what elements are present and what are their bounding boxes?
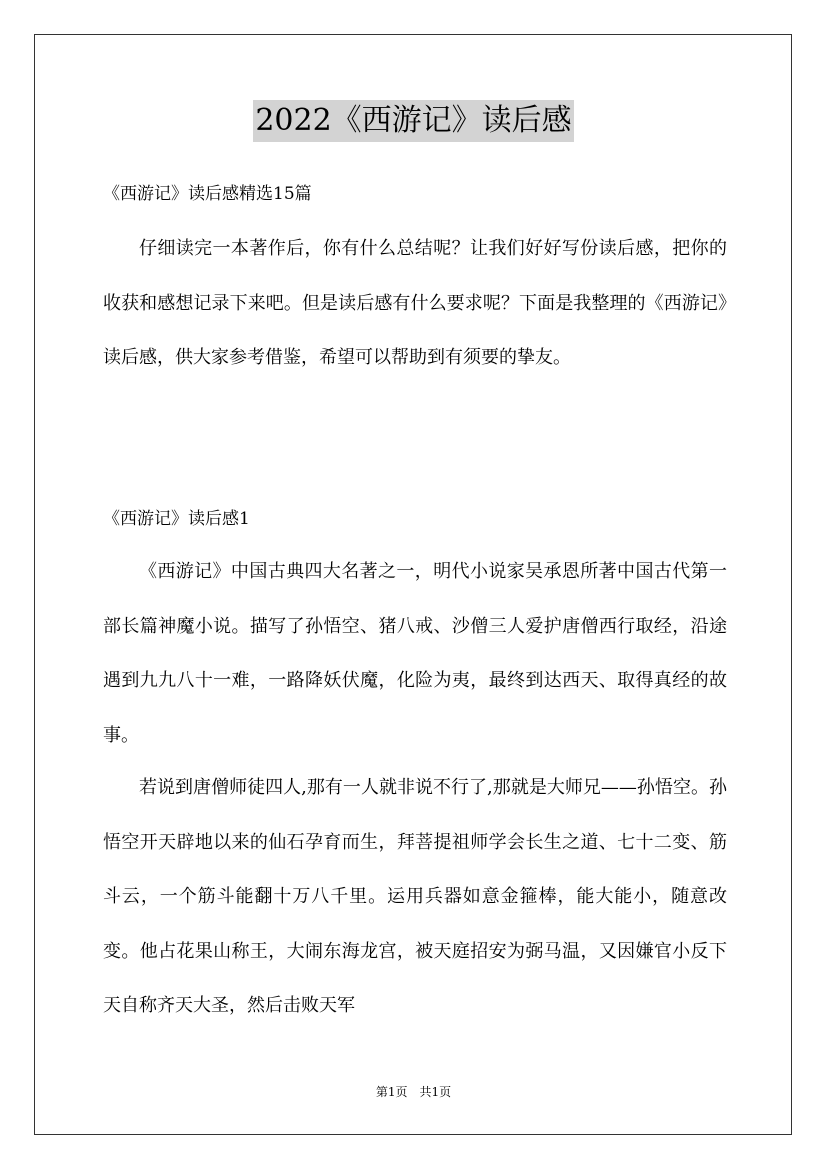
document-subtitle: 《西游记》读后感精选15篇: [103, 184, 312, 204]
document-title: 2022《西游记》读后感: [253, 100, 573, 142]
body-paragraph-1: 《西游记》中国古典四大名著之一，明代小说家吴承恩所著中国古代第一部长篇神魔小说。描写了孙悟空、猪八戒、沙僧三人爱护唐僧西行取经，沿途遇到九九八十一难，一路降妖伏魔，化险为夷，最终到达西天、取得真经的故事。: [103, 561, 727, 746]
section-heading: 《西游记》读后感1: [103, 509, 250, 529]
title-container: [0, 100, 827, 142]
page-footer: 第1页 共1页: [375, 1085, 452, 1099]
intro-paragraph: 仔细读完一本著作后，你有什么总结呢？让我们好好写份读后感，把你的收获和感想记录下来吧。但是读后感有什么要求呢？下面是我整理的《西游记》读后感，供大家参考借鉴，希望可以帮助到有须要的挚友。: [103, 238, 727, 368]
body-paragraph-2: 若说到唐僧师徒四人,那有一人就非说不行了,那就是大师兄——孙悟空。孙悟空开天辟地以来的仙石孕育而生，拜菩提祖师学会长生之道、七十二变、筋斗云，一个筋斗能翻十万八千里。运用兵器如意金箍棒，能大能小，随意改变。他占花果山称王，大闹东海龙宫，被天庭招安为弼马温，又因嫌官小反下天自称齐天大圣，然后击败天军: [103, 777, 727, 1016]
